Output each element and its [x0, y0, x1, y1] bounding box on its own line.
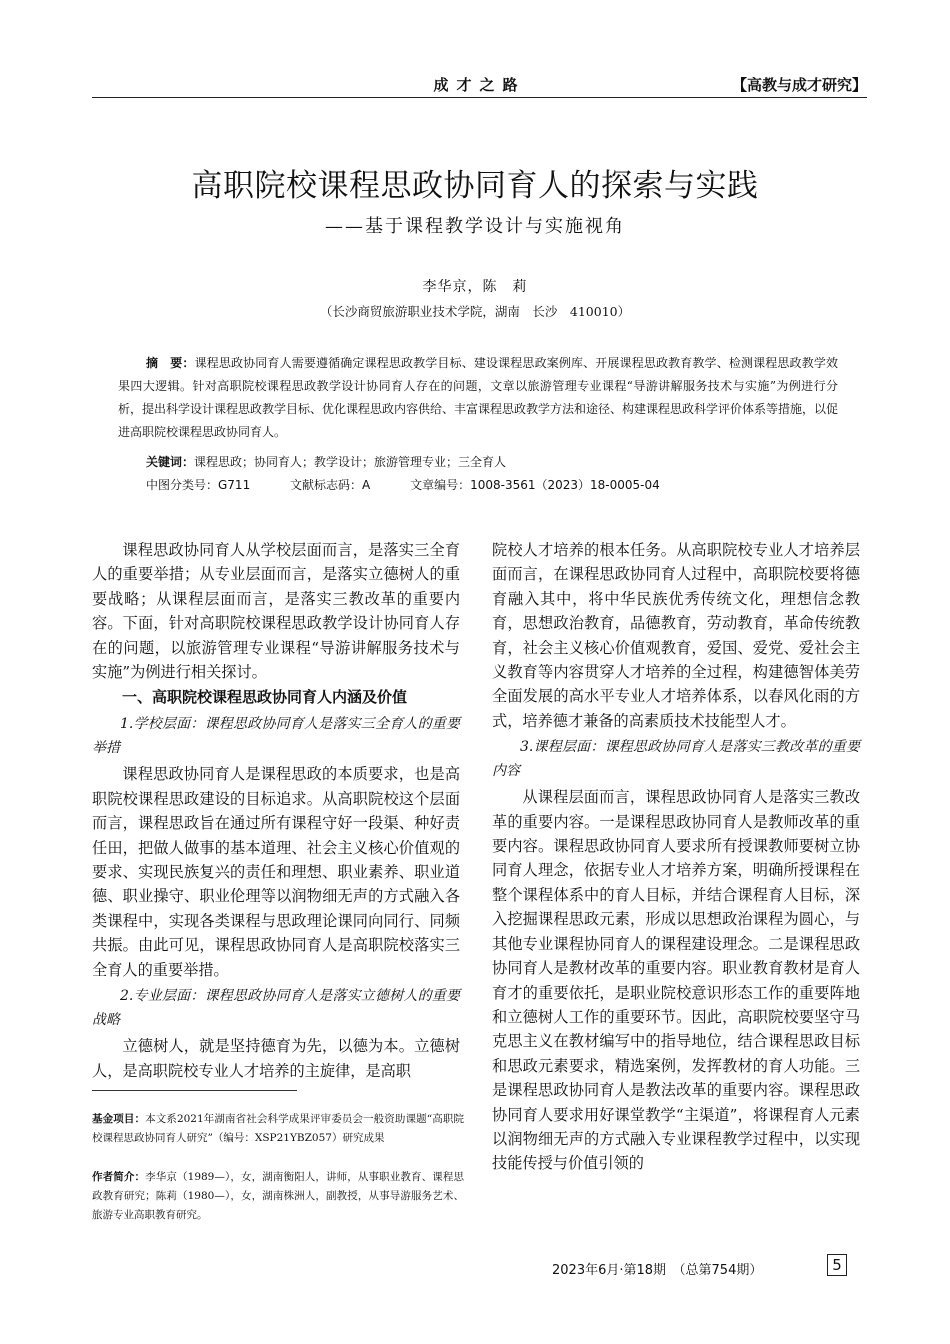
affiliation: （长沙商贸旅游职业技术学院，湖南 长沙 410010）: [319, 304, 631, 319]
page-number: 5: [827, 1254, 847, 1276]
paragraph: 课程思政协同育人从学校层面而言，是落实三全育人的重要举措；从专业层面而言，是落实立德树人的重要战略；从课程层面而言，是落实三教改革的重要内容。下面，针对高职院校课程思政教学设计协同育人存在的问题，以旅游管理专业课程“导游讲解服务技术与实施”为例进行相关探讨。: [92, 541, 460, 682]
author-footnote: [92, 1168, 464, 1225]
footnote-rule: [92, 1090, 297, 1091]
paragraph: 课程思政协同育人是课程思政的本质要求，也是高职院校课程思政建设的目标追求。从高职院校这个层面而言，课程思政旨在通过所有课程守好一段渠、种好责任田，把做人做事的基本道理、社会主义核心价值观的要求、实现民族复兴的责任和理想、职业素养、职业道德、职业操守、职业伦理等以润物细无声的方式融入各类课程中，实现各类课程与思政理论课同向同行、同频共振。由此可见，课程思政协同育人是高职院校落实三全育人的重要举措。: [92, 765, 460, 979]
abstract-text: 课程思政协同育人需要遵循确定课程思政教学目标、建设课程思政案例库、开展课程思政教育教学、检测课程思政教学效果四大逻辑。针对高职院校课程思政教学设计协同育人存在的问题，文章以旅游管理专业课程“导游讲解服务技术与实施”为例进行分析，提出科学设计课程思政教学目标、优化课程思政内容供给、丰富课程思政教学方法和途径、构建课程思政科学评价体系等措施，以促进高职院校课程思政协同育人。: [118, 356, 839, 439]
left-column: [92, 538, 460, 1083]
article-title: 高职院校课程思政协同育人的探索与实践: [191, 168, 759, 204]
paragraph: 院校人才培养的根本任务。从高职院校专业人才培养层面而言，在课程思政协同育人过程中，高职院校要将德育融入其中，将中华民族优秀传统文化，理想信念教育，思想政治教育，品德教育，劳动教育，革命传统教育，社会主义核心价值观教育，爱国、爱党、爱社会主义教育等内容贯穿人才培养的全过程，构建德智体美劳全面发展的高水平专业人才培养体系，以春风化雨的方式，培养德才兼备的高素质技术技能型人才。: [492, 541, 860, 730]
keywords-text: 课程思政；协同育人；教学设计；旅游管理专业；三全育人: [194, 455, 507, 469]
article-meta: [146, 475, 846, 495]
section-heading: 一、高职院校课程思政协同育人内涵及价值: [122, 688, 408, 707]
authors: 李华京，陈 莉: [422, 279, 528, 295]
subsection-heading: 1.学校层面：课程思政协同育人是落实三全育人的重要举措: [92, 716, 460, 757]
clc-number: 中图分类号：G711: [146, 478, 251, 492]
paragraph: 立德树人，就是坚持德育为先，以德为本。立德树人，是高职院校专业人才培养的主旋律，是高职: [92, 1037, 460, 1080]
section-tag: 【高教与成才研究】: [731, 76, 867, 94]
article-number: 文章编号：1008-3561（2023）18-0005-04: [410, 478, 660, 492]
subsection-heading: 3.课程层面：课程思政协同育人是落实三教改革的重要内容: [492, 739, 860, 780]
running-head: [92, 74, 867, 96]
funding-footnote: [92, 1110, 464, 1148]
author-bio-text: 李华京（1989—），女，湖南衡阳人，讲师，从事职业教育、课程思政教育研究；陈莉（1980—），女，湖南株洲人，副教授，从事导游服务艺术、旅游专业高职教育研究。: [92, 1171, 464, 1221]
right-column: [492, 538, 860, 1176]
abstract: [118, 352, 838, 444]
paragraph: 从课程层面而言，课程思政协同育人是落实三教改革的重要内容。一是课程思政协同育人是教师改革的重要内容。课程思政协同育人要求所有授课教师要树立协同育人理念，依据专业人才培养方案，明确所授课程在整个课程体系中的育人目标，并结合课程育人目标，深入挖掘课程思政元素，形成以思想政治课程为圆心，与其他专业课程协同育人的课程建设理念。二是课程思政协同育人是教材改革的重要内容。职业教育教材是育人育才的重要依托，是职业院校意识形态工作的重要阵地和立德树人工作的重要环节。因此，高职院校要坚守马克思主义在教材编写中的指导地位，结合课程思政目标和思政元素要求，精选案例，发挥教材的育人功能。三是课程思政协同育人是教法改革的重要内容。课程思政协同育人要求用好课堂教学“主渠道”，将课程育人元素以润物细无声的方式融入专业课程教学过程中，以实现技能传授与价值引领的: [492, 788, 860, 1173]
header-rule: [92, 97, 867, 98]
funding-label: 基金项目：: [92, 1113, 146, 1125]
journal-name: 成才之路: [433, 76, 526, 94]
funding-text: 本文系2021年湖南省社会科学成果评审委员会一般资助课题“高职院校课程思政协同育人研究”（编号：XSP21YBZ057）研究成果: [92, 1113, 464, 1144]
subsection-heading: 2.专业层面：课程思政协同育人是落实立德树人的重要战略: [92, 988, 460, 1029]
article-subtitle: ——基于课程教学设计与实施视角: [325, 216, 625, 237]
author-bio-label: 作者简介：: [92, 1171, 146, 1183]
abstract-label: 摘 要：: [146, 356, 195, 370]
document-code: 文献标志码：A: [290, 478, 371, 492]
keywords: [146, 452, 846, 472]
keywords-label: 关键词：: [146, 455, 195, 469]
issue-info: 2023年6月·第18期 （总第754期）: [552, 1263, 763, 1278]
